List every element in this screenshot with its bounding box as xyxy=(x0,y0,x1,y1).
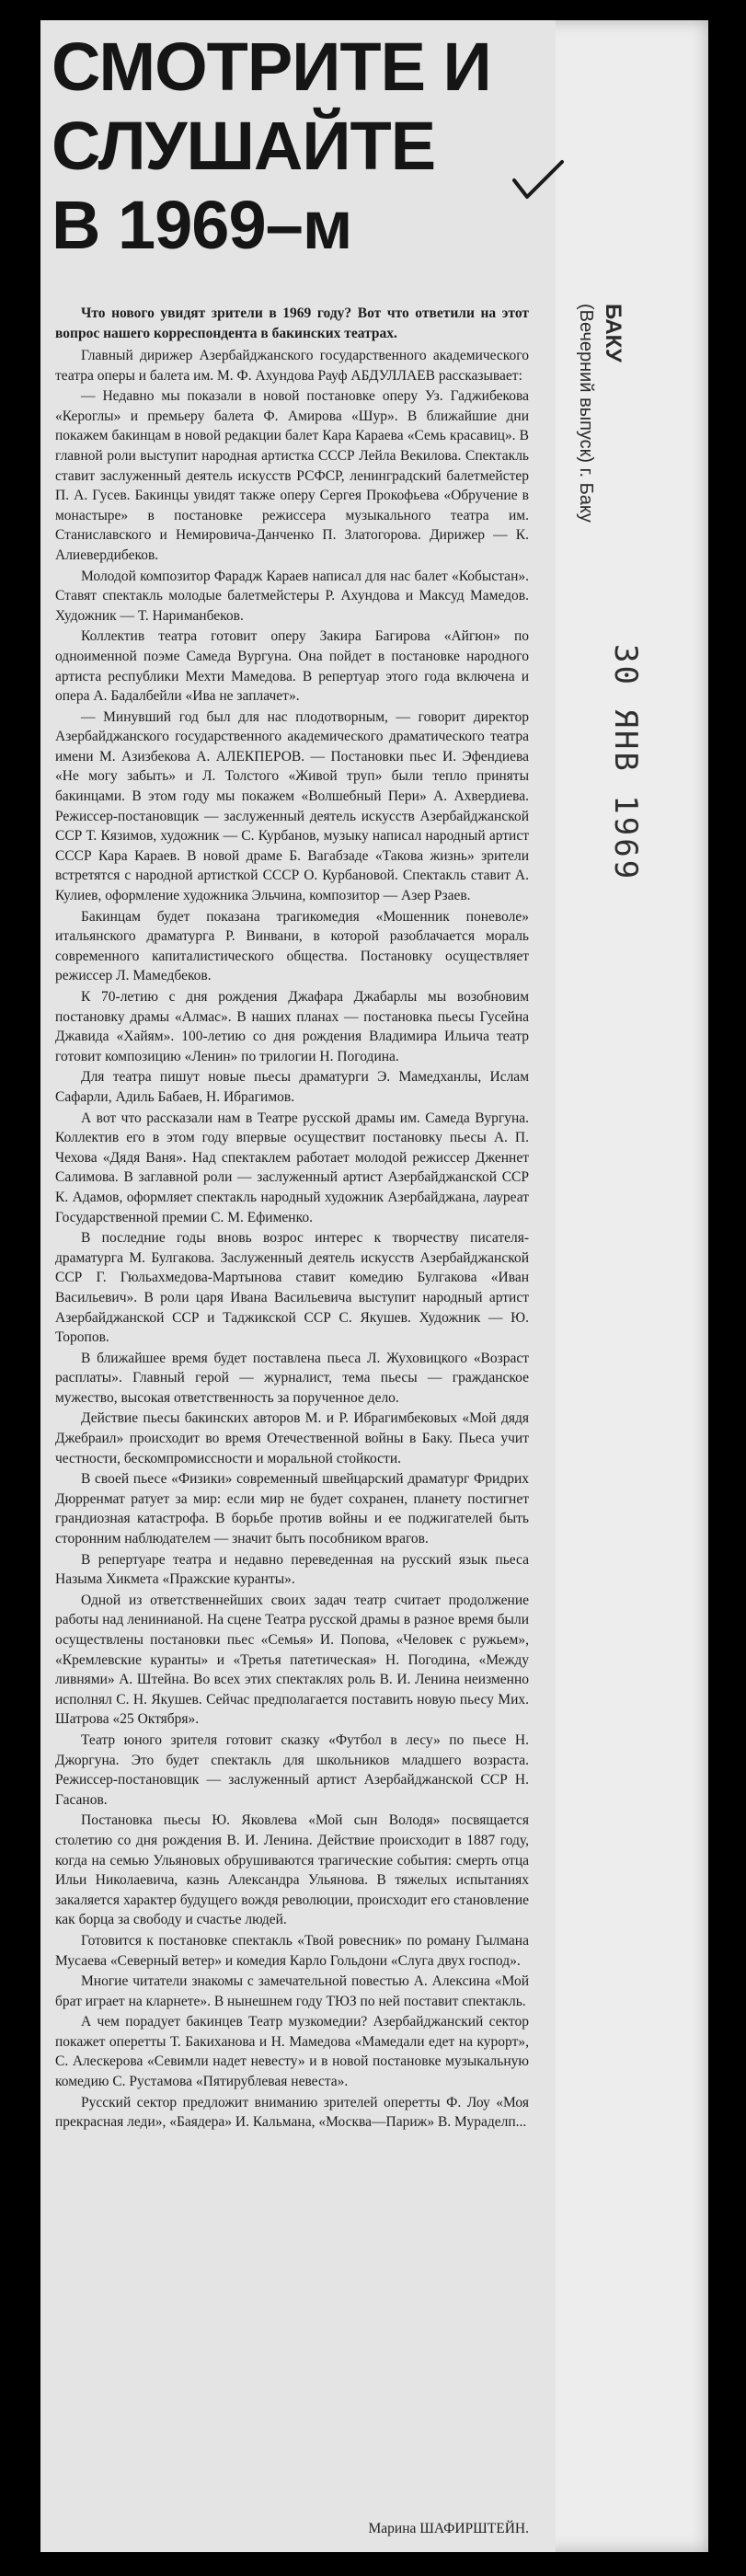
headline-line-2: СЛУШАЙТЕ xyxy=(52,108,436,184)
article-paragraph: Для театра пишут новые пьесы драматурги Э. Мамедханлы, Ислам Сафарли, Адиль Бабаев, Н. Ибрагимов. xyxy=(55,1069,529,1105)
lead-paragraph: Что нового увидят зрители в 1969 году? Вот что ответили на этот вопрос нашего корреспондента в бакинских театрах. xyxy=(55,305,529,341)
article-body xyxy=(55,346,529,2133)
stamp-city: БАКУ xyxy=(601,304,625,362)
article-paragraph: Русский сектор предложит вниманию зрителей оперетты Ф. Лоу «Моя прекрасная леди», «Баядера» И. Кальмана, «Москва—Париж» В. Мураделп... xyxy=(55,2094,529,2131)
stamp-paper: (Вечерний выпуск) г. Баку xyxy=(576,304,596,523)
stamp-date: 30 ЯНВ 1969 xyxy=(607,644,644,882)
article-paragraph: А вот что рассказали нам в Театре русской драмы им. Самеда Вургуна. Коллектив его в этом году впервые осуществит постановку пьесы А. П. Чехова «Дядя Ваня». Над спектаклем работает молодой режиссер Дженнет Салимова. В заглавной роли — заслуженный артист Азербайджанской ССР К. Адамов, оформляет спектакль народный художник Азербайджана, лауреат Государственной премии С. М. Ефименко. xyxy=(55,1110,529,1225)
article-paragraph: Одной из ответственнейших своих задач театр считает продолжение работы над ленинианой. На сцене Театра русской драмы в разное время были осуществлены постановки пьес «Семья» И. Попова, «Человек с ружьем», «Кремлевские куранты» и «Третья патетическая» Н. Погодина, «Между ливнями» А. Штейна. Во всех этих спектаклях роль В. И. Ленина неизменно исполнял С. Н. Якушев. Сейчас предполагается поставить новую пьесу Мих. Шатрова «25 Октября». xyxy=(55,1592,529,1728)
article-paragraph: В своей пьесе «Физики» современный швейцарский драматург Фридрих Дюрренмат ратует за мир: если мир не будет сохранен, планету постигнет грандиозная катастрофа. В борьбе против войны и ее поджигателей быть сторонним наблюдателем — значит быть пособником врагов. xyxy=(55,1471,529,1547)
article-lead xyxy=(55,304,529,343)
checkmark-icon xyxy=(511,158,566,204)
article-paragraph: В ближайшее время будет поставлена пьеса Л. Жуховицкого «Возраст расплаты». Главный герой — журналист, тема пьесы — гражданское мужество, высокая ответственность за порученное дело. xyxy=(55,1350,529,1406)
article-paragraph: Постановка пьесы Ю. Яковлева «Мой сын Володя» посвящается столетию со дня рождения В. И. Ленина. Действие происходит в 1887 году, когда на семью Ульяновых обрушиваются трагические события: смерть отца Ильи Николаевича, казнь Александра Ульянова. В тяжелых испытаниях закаляется характер будущего вождя революции, происходит его становление как борца за свободу и счастье людей. xyxy=(55,1812,529,1928)
article-paragraph: Бакинцам будет показана трагикомедия «Мошенник поневоле» итальянского драматурга Р. Винвани, в которой разоблачается мораль современного капиталистического общества. Постановку осуществляет режиссер Л. Мамедбеков. xyxy=(55,908,529,984)
article-paragraph: В последние годы вновь возрос интерес к творчеству писателя-драматурга М. Булгакова. Заслуженный деятель искусств Азербайджанской ССР Г. Гюльахмедова-Мартынова ставит комедию Булгакова «Иван Васильевич». В роли царя Ивана Васильевича выступит народный артист Азербайджанской ССР и Таджикской ССР С. Якушев. Художник — Ю. Торопов. xyxy=(55,1230,529,1346)
article-paragraph: В репертуаре театра и недавно переведенная на русский язык пьеса Назыма Хикмета «Пражские куранты». xyxy=(55,1551,529,1588)
article-paragraph: — Недавно мы показали в новой постановке оперу Уз. Гаджибекова «Кероглы» и премьеру балета Ф. Амирова «Шур». В ближайшие дни покажем бакинцам в новой редакции балет Кара Караева «Семь красавиц». В главной роли выступит народная артистка СССР Лейла Векилова. Спектакль ставит заслуженный деятель искусств РСФСР, ленинградский балетмейстер П. А. Гусев. Бакинцы увидят также оперу Сергея Прокофьева «Обручение в монастыре» в постановке режиссера музыкального театра им. Станиславского и Немировича-Данченко П. Златогорова. Дирижер — К. Алиевердибеков. xyxy=(55,388,529,563)
article-paragraph: Театр юного зрителя готовит сказку «Футбол в лесу» по пьесе Н. Джоргуна. Это будет спектакль для школьников младшего возраста. Режиссер-постановщик — заслуженный артист Азербайджанской ССР Н. Гасанов. xyxy=(55,1731,529,1808)
article-paragraph: Коллектив театра готовит оперу Закира Багирова «Айгюн» по одноименной поэме Самеда Вургуна. Она пойдет в постановке народного артиста республики Мехти Мамедова. В репертуар этого года включена и опера А. Бадалбейли «Ива не заплачет». xyxy=(55,628,529,705)
article-paragraph: Действие пьесы бакинских авторов М. и Р. Ибрагимбековых «Мой дядя Джебраил» происходит во время Отечественной войны в Баку. Пьеса учит честности, бескомпромиссности и моральной стойкости. xyxy=(55,1410,529,1466)
article-paragraph: К 70-летию с дня рождения Джафара Джабарлы мы возобновим постановку драмы «Алмас». В наших планах — постановка пьесы Гусейна Джавида «Хайям». 100-летию со дня рождения Владимира Ильича театр готовит композицию «Ленин» по трилогии Н. Погодина. xyxy=(55,989,529,1064)
article-paragraph: — Минувший год был для нас плодотворным, — говорит директор Азербайджанского государственного академического драматического театра имени М. Азизбекова А. АЛЕКПЕРОВ. — Постановки пьес И. Эфендиева «Не могу забыть» и Л. Толстого «Живой труп» были тепло приняты бакинцами. В этом году мы покажем «Волшебный Пери» А. Ахвердиева. Режиссер-постановщик — заслуженный деятель искусств Азербайджанской ССР Т. Кязимов, художник — С. Курбанов, музыку написал народный артист СССР Кара Караев. В новой драме Б. Вагабзаде «Такова жизнь» зрители встретятся с народной артисткой СССР О. Курбановой. Спектакль ставит А. Кулиев, оформление художника Эльчина, композитор — Азер Рзаев. xyxy=(55,708,529,904)
headline xyxy=(52,28,530,265)
article-paragraph: Многие читатели знакомы с замечательной повестью А. Алексина «Мой брат играет на кларнете». В нынешнем году ТЮЗ по ней поставит спектакль. xyxy=(55,1973,529,2009)
article-paragraph: Главный дирижер Азербайджанского государственного академического театра оперы и балета им. М. Ф. Ахундова Рауф АБДУЛЛАЕВ рассказывает: xyxy=(55,348,529,384)
article-paragraph: А чем порадует бакинцев Театр музкомедии? Азербайджанский сектор покажет оперетты Т. Бакиханова и Н. Мамедова «Мамедали едет на курорт», С. Алескерова «Севимли надет невесту» и в новой постановке музыкальную комедию С. Рустамова «Пятирублевая невеста». xyxy=(55,2014,529,2090)
headline-line-3: В 1969–м xyxy=(52,187,352,263)
article-paragraph: Готовится к постановке спектакль «Твой ровесник» по роману Гылмана Мусаева «Северный ветер» и комедия Карло Гольдони «Слуга двух господ». xyxy=(55,1932,529,1969)
author-signature: Марина ШАФИРШТЕЙН. xyxy=(368,2521,529,2536)
article-paragraph: Молодой композитор Фарадж Караев написал для нас балет «Кобыстан». Ставят спектакль молодые балетмейстеры Р. Ахундова и Максуд Мамедов. Художник — Т. Нариманбеков. xyxy=(55,568,529,624)
headline-line-1: СМОТРИТЕ И xyxy=(52,29,491,105)
source-stamp xyxy=(575,304,625,523)
